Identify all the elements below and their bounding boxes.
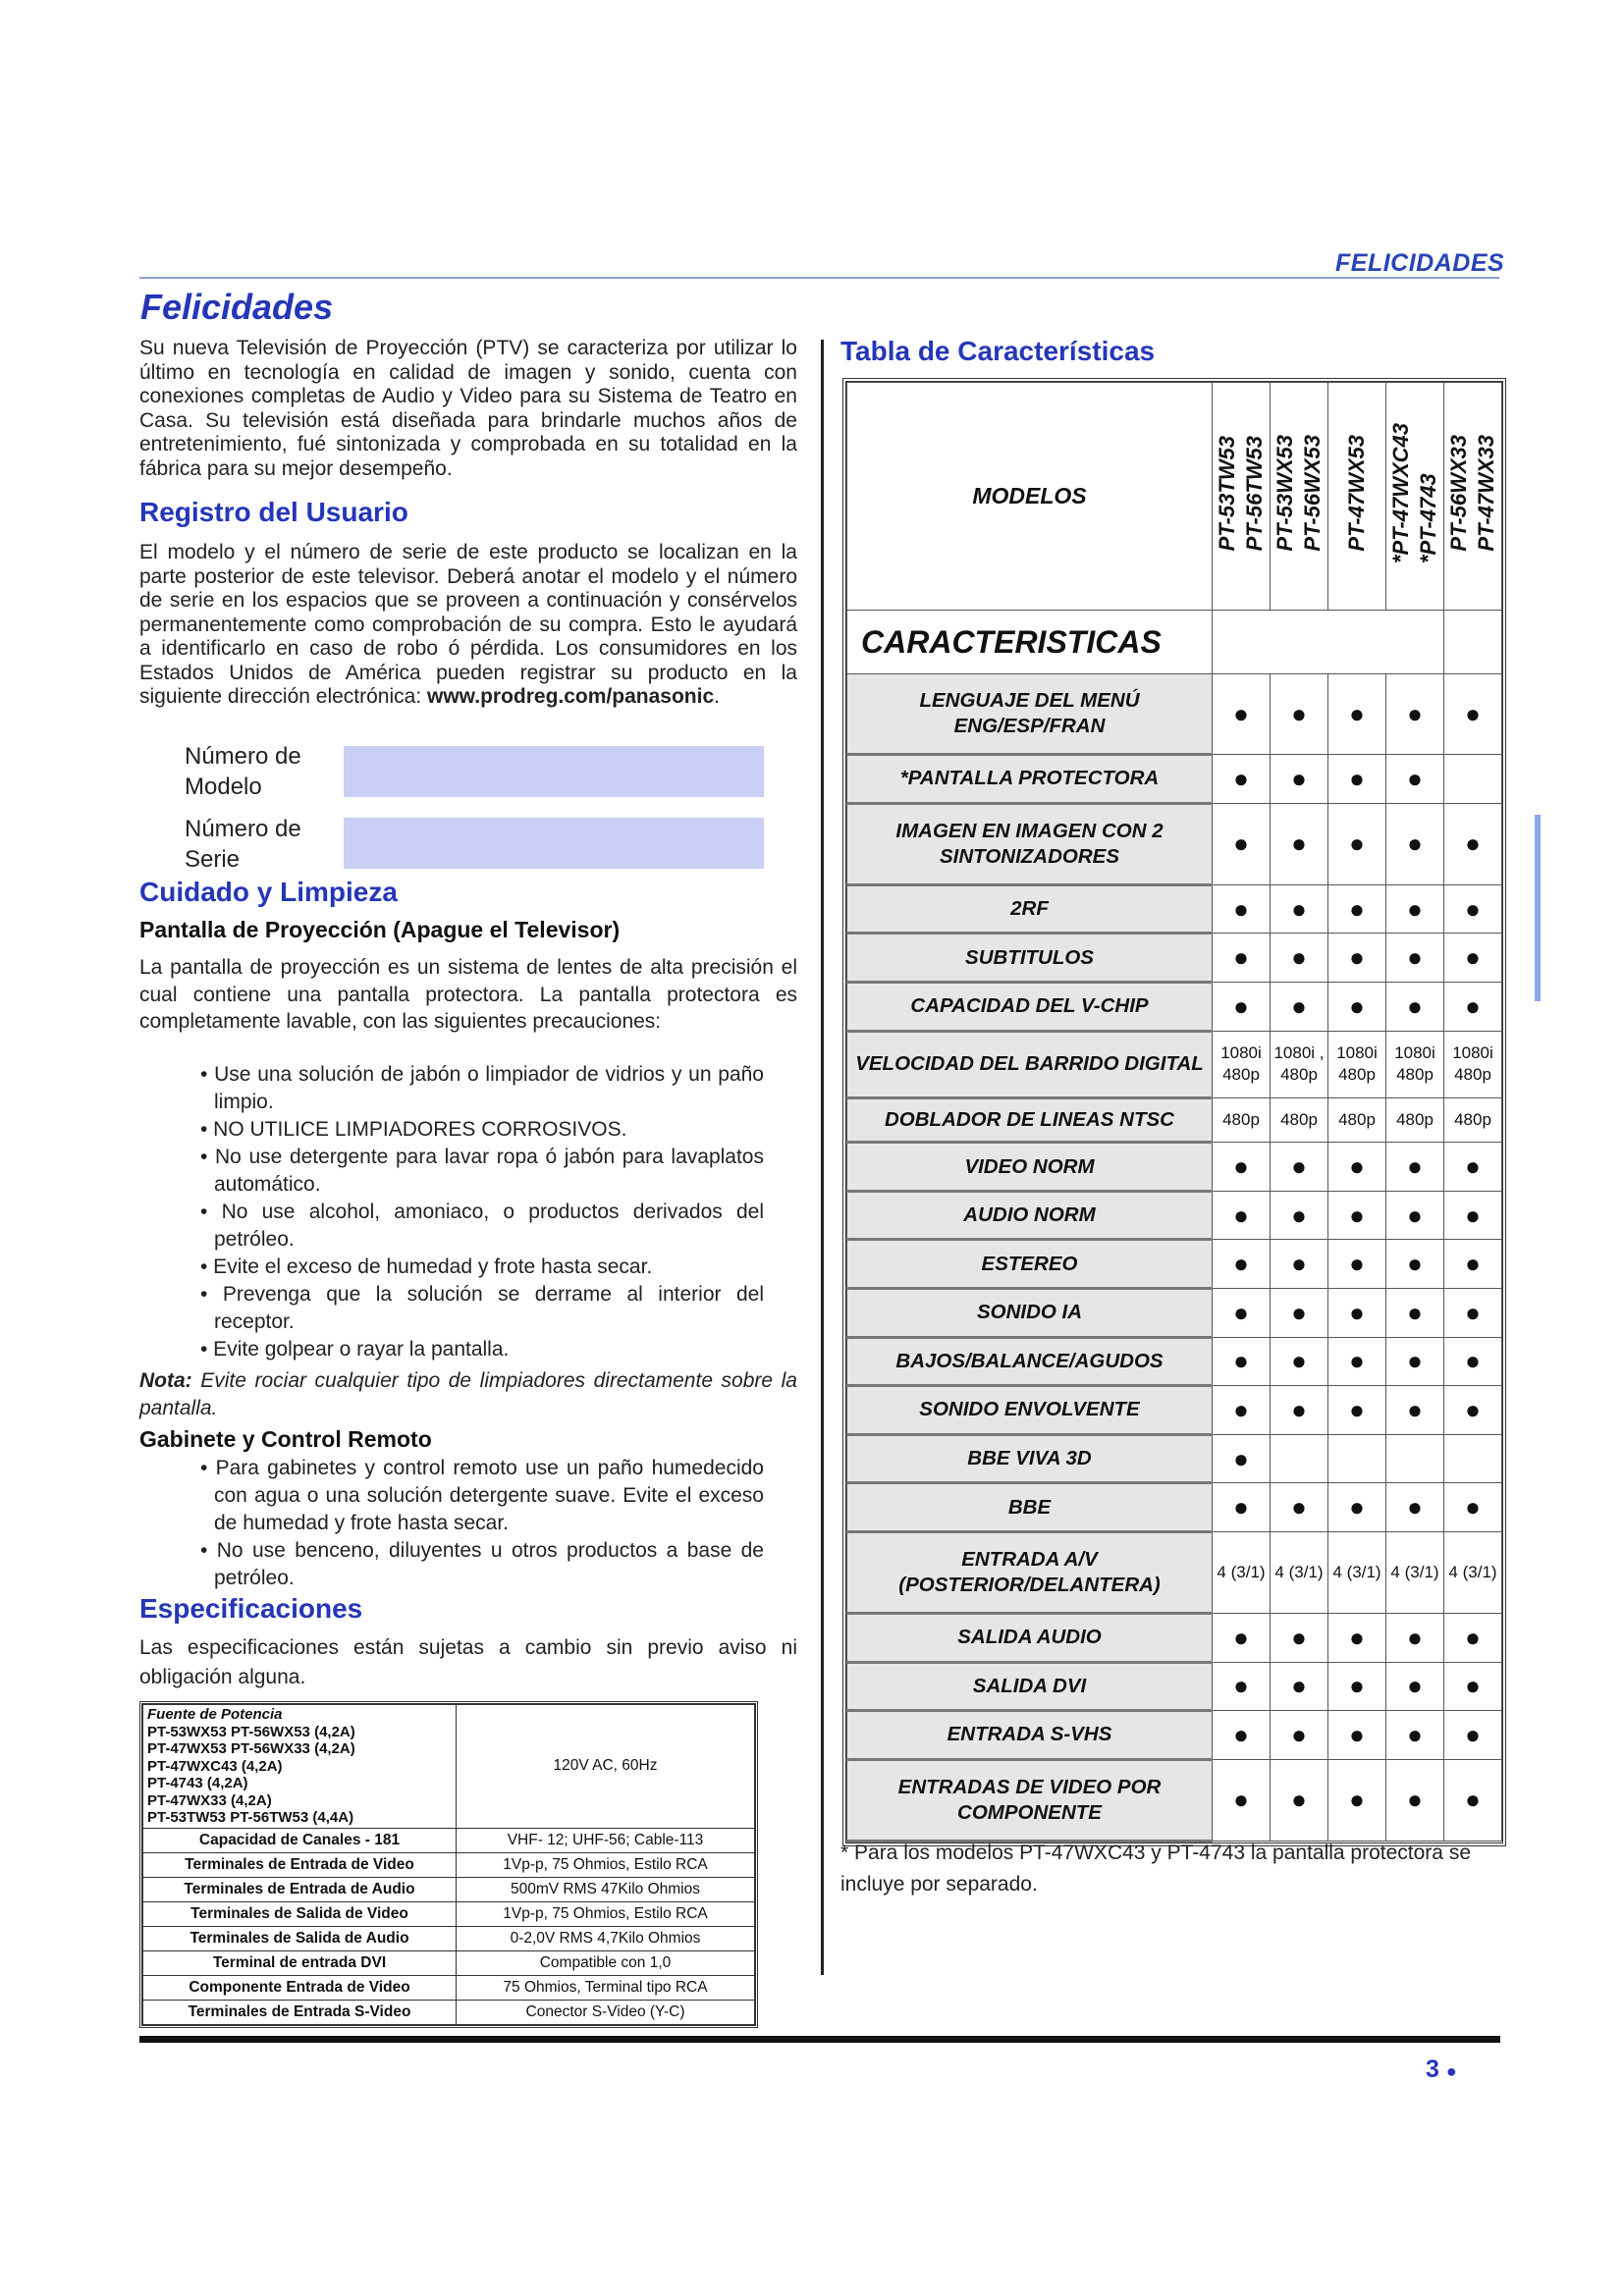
feature-row bbox=[847, 1031, 1502, 1098]
spec-label: Terminal de entrada DVI bbox=[143, 1950, 457, 1975]
caracteristicas-label: CARACTERISTICAS bbox=[847, 610, 1213, 674]
feature-value: ● bbox=[1213, 884, 1271, 934]
feature-value: 4 (3/1) bbox=[1213, 1531, 1271, 1613]
feature-value: ● bbox=[1444, 982, 1502, 1031]
feature-value: ● bbox=[1213, 934, 1271, 983]
feature-value: ● bbox=[1213, 1337, 1271, 1386]
feature-value: ● bbox=[1386, 755, 1444, 804]
feature-name: VIDEO NORM bbox=[847, 1143, 1213, 1192]
feature-value: ● bbox=[1444, 934, 1502, 983]
feature-value: ● bbox=[1386, 1386, 1444, 1435]
feature-value: ● bbox=[1444, 1759, 1502, 1841]
spec-value: 1Vp-p, 75 Ohmios, Estilo RCA bbox=[457, 1852, 755, 1877]
spec-value: Compatible con 1,0 bbox=[457, 1950, 755, 1975]
spec-label: Terminales de Entrada de Audio bbox=[143, 1877, 457, 1901]
model-column-header bbox=[1271, 383, 1328, 611]
serial-number-label: Número de Serie bbox=[185, 816, 301, 873]
feature-name: AUDIO NORM bbox=[847, 1191, 1213, 1240]
feature-name: SALIDA DVI bbox=[847, 1662, 1213, 1711]
feature-value: ● bbox=[1328, 1614, 1386, 1663]
spec-value: VHF- 12; UHF-56; Cable-113 bbox=[457, 1828, 755, 1852]
serial-number-field[interactable] bbox=[344, 818, 764, 869]
feature-value: ● bbox=[1444, 1240, 1502, 1289]
feature-value: 4 (3/1) bbox=[1386, 1531, 1444, 1613]
feature-value: 1080i , 480p bbox=[1271, 1031, 1328, 1098]
registro-heading: Registro del Usuario bbox=[139, 497, 408, 527]
feature-value: ● bbox=[1213, 803, 1271, 884]
registro-paragraph: El modelo y el número de serie de este producto se localizan en la parte posterior de este televisor. Deberá anotar el modelo y el número de serie en los espacios que se proveen a continuación y consérvelos permanentemente como comprobación de su compra. Esto le ayudará a identificarlo en caso de robo ó pérdida. Los consumidores en los Estados Unidos de América pueden registrar su producto en la siguiente dirección electrónica: www.prodreg.com/panasonic. bbox=[139, 541, 797, 708]
power-line: PT-53WX53 PT-56WX53 (4,2A) bbox=[147, 1723, 355, 1740]
feature-value: ● bbox=[1328, 934, 1386, 983]
feature-value: ● bbox=[1386, 934, 1444, 983]
feature-row bbox=[847, 1483, 1502, 1532]
feature-value: ● bbox=[1328, 1191, 1386, 1240]
feature-name: DOBLADOR DE LINEAS NTSC bbox=[847, 1098, 1213, 1143]
cuidado-paragraph: La pantalla de proyección es un sistema de lentes de alta precisión el cual contiene una pantalla protectora. La pantalla protectora es completamente lavable, con las siguientes precauciones: bbox=[139, 956, 797, 1033]
feature-value: ● bbox=[1444, 1386, 1502, 1435]
list-item: • Evite el exceso de humedad y frote hasta secar. bbox=[200, 1255, 653, 1278]
feature-row bbox=[847, 1098, 1502, 1143]
spec-row bbox=[143, 1950, 755, 1975]
feature-row bbox=[847, 934, 1502, 983]
feature-value: ● bbox=[1328, 1337, 1386, 1386]
feature-value: ● bbox=[1386, 1662, 1444, 1711]
feature-name: ENTRADAS DE VIDEO POR COMPONENTE bbox=[847, 1759, 1213, 1841]
list-item: • Use una solución de jabón o limpiador de vidrios y un paño limpio. bbox=[200, 1063, 764, 1113]
feature-value: ● bbox=[1271, 982, 1328, 1031]
feature-row bbox=[847, 1289, 1502, 1338]
feature-value: ● bbox=[1213, 1614, 1271, 1663]
feature-value bbox=[1328, 1434, 1386, 1483]
feature-value: 4 (3/1) bbox=[1444, 1531, 1502, 1613]
power-source-cell bbox=[143, 1705, 457, 1829]
feature-value: 480p bbox=[1271, 1098, 1328, 1143]
feature-value: ● bbox=[1271, 1711, 1328, 1760]
power-line: PT-4743 (4,2A) bbox=[147, 1775, 248, 1791]
feature-value: 480p bbox=[1213, 1098, 1271, 1143]
feature-value: ● bbox=[1213, 1386, 1271, 1435]
feature-value: ● bbox=[1271, 1614, 1328, 1663]
feature-name: BBE VIVA 3D bbox=[847, 1434, 1213, 1483]
gabinete-subheading: Gabinete y Control Remoto bbox=[139, 1426, 432, 1452]
spec-label: Capacidad de Canales - 181 bbox=[143, 1828, 457, 1852]
list-item: • Evite golpear o rayar la pantalla. bbox=[200, 1338, 510, 1361]
feature-value: ● bbox=[1271, 1240, 1328, 1289]
feature-value: 1080i 480p bbox=[1386, 1031, 1444, 1098]
feature-row bbox=[847, 1434, 1502, 1483]
feature-value: ● bbox=[1328, 1759, 1386, 1841]
feature-row bbox=[847, 1614, 1502, 1663]
power-value: 120V AC, 60Hz bbox=[457, 1705, 755, 1829]
models-label: MODELOS bbox=[847, 383, 1213, 611]
feature-value: ● bbox=[1213, 1289, 1271, 1338]
spec-value: Conector S-Video (Y-C) bbox=[457, 2000, 755, 2024]
list-item: • NO UTILICE LIMPIADORES CORROSIVOS. bbox=[200, 1118, 627, 1141]
model-name: PT-53TW53 PT-56TW53 bbox=[1215, 435, 1267, 552]
model-column-header bbox=[1386, 383, 1444, 611]
page-bullet: ● bbox=[1445, 2061, 1457, 2081]
feature-value: ● bbox=[1213, 1759, 1271, 1841]
feature-value: 480p bbox=[1386, 1098, 1444, 1143]
model-number-field[interactable] bbox=[344, 746, 764, 797]
feature-value: ● bbox=[1271, 755, 1328, 804]
cuidado-heading: Cuidado y Limpieza bbox=[139, 877, 398, 907]
registro-url: www.prodreg.com/panasonic bbox=[427, 685, 715, 708]
feature-value: ● bbox=[1213, 1483, 1271, 1532]
feature-name: CAPACIDAD DEL V-CHIP bbox=[847, 982, 1213, 1031]
spec-value: 75 Ohmios, Terminal tipo RCA bbox=[457, 1975, 755, 2000]
feature-value: ● bbox=[1328, 1662, 1386, 1711]
feature-row bbox=[847, 1337, 1502, 1386]
feature-value: ● bbox=[1213, 1240, 1271, 1289]
feature-value: 4 (3/1) bbox=[1271, 1531, 1328, 1613]
feature-value: ● bbox=[1328, 755, 1386, 804]
spec-value: 500mV RMS 47Kilo Ohmios bbox=[457, 1877, 755, 1901]
feature-name: IMAGEN EN IMAGEN CON 2 SINTONIZADORES bbox=[847, 803, 1213, 884]
list-item: • Para gabinetes y control remoto use un paño humedecido con agua o una solución detergente suave. Evite el exceso de humedad y frote hasta secar. bbox=[200, 1457, 764, 1534]
feature-row bbox=[847, 674, 1502, 755]
feature-row bbox=[847, 884, 1502, 934]
model-name: PT-47WX53 bbox=[1344, 435, 1369, 552]
feature-row bbox=[847, 1759, 1502, 1841]
feature-row bbox=[847, 1662, 1502, 1711]
spec-label: Terminales de Entrada de Video bbox=[143, 1852, 457, 1877]
registro-text: El modelo y el número de serie de este producto se localizan en la parte posterior de este televisor. Deberá anotar el modelo y el número de serie en los espacios que se proveen a continuación y consérvelos permanentemente como comprobación de su compra. Esto le ayudará a identificarlo en caso de robo ó pérdida. Los consumidores en los Estados Unidos de América pueden registrar su producto en la siguiente dirección electrónica: bbox=[139, 541, 797, 708]
spec-row bbox=[143, 2000, 755, 2024]
intro-paragraph: Su nueva Televisión de Proyección (PTV) se caracteriza por utilizar lo último en tecnología en calidad de imagen y sonido, cuenta con conexiones completas de Audio y Video para su Sistema de Teatro en Casa. Su televisión está diseñada para brindarle muchos años de entretenimiento, fué sintonizada y comprobada en su totalidad en la fábrica para su mejor desempeño. bbox=[139, 337, 797, 480]
feature-row bbox=[847, 755, 1502, 804]
feature-name: VELOCIDAD DEL BARRIDO DIGITAL bbox=[847, 1031, 1213, 1098]
feature-value: ● bbox=[1386, 803, 1444, 884]
spec-label: Terminales de Salida de Video bbox=[143, 1901, 457, 1926]
feature-value: ● bbox=[1271, 1143, 1328, 1192]
spec-row bbox=[143, 1901, 755, 1926]
feature-value: ● bbox=[1444, 803, 1502, 884]
feature-value: ● bbox=[1444, 1711, 1502, 1760]
feature-value: ● bbox=[1271, 1662, 1328, 1711]
feature-value: ● bbox=[1328, 884, 1386, 934]
feature-value: 480p bbox=[1328, 1098, 1386, 1143]
pantalla-subheading: Pantalla de Proyección (Apague el Televisor) bbox=[139, 917, 621, 942]
spec-value: 0-2,0V RMS 4,7Kilo Ohmios bbox=[457, 1926, 755, 1950]
spec-label: Terminales de Entrada S-Video bbox=[143, 2000, 457, 2024]
feature-value: ● bbox=[1386, 1711, 1444, 1760]
feature-value bbox=[1444, 755, 1502, 804]
feature-value: ● bbox=[1328, 1143, 1386, 1192]
feature-name: SONIDO ENVOLVENTE bbox=[847, 1386, 1213, 1435]
power-line: PT-47WXC43 (4,2A) bbox=[147, 1757, 283, 1775]
feature-value: ● bbox=[1271, 1483, 1328, 1532]
model-name: *PT-47WXC43 *PT-4743 bbox=[1388, 422, 1440, 563]
specs-table bbox=[139, 1701, 758, 2028]
note-label: Nota: bbox=[139, 1369, 192, 1392]
especificaciones-text: Las especificaciones están sujetas a cambio sin previo aviso ni obligación alguna. bbox=[139, 1636, 797, 1688]
feature-value: ● bbox=[1213, 674, 1271, 755]
feature-name: *PANTALLA PROTECTORA bbox=[847, 755, 1213, 804]
list-item: • Prevenga que la solución se derrame al interior del receptor. bbox=[200, 1283, 764, 1333]
feature-value: ● bbox=[1444, 1483, 1502, 1532]
feature-name: SONIDO IA bbox=[847, 1289, 1213, 1338]
list-item: • No use detergente para lavar ropa ó jabón para lavaplatos automático. bbox=[200, 1146, 764, 1196]
feature-row bbox=[847, 1531, 1502, 1613]
spec-row bbox=[143, 1975, 755, 2000]
feature-value: ● bbox=[1444, 884, 1502, 934]
feature-name: BAJOS/BALANCE/AGUDOS bbox=[847, 1337, 1213, 1386]
feature-value: 4 (3/1) bbox=[1328, 1531, 1386, 1613]
feature-value: ● bbox=[1386, 1240, 1444, 1289]
page-number-text: 3 bbox=[1426, 2056, 1439, 2083]
model-name: PT-53WX53 PT-56WX53 bbox=[1272, 435, 1325, 552]
feature-value: ● bbox=[1213, 755, 1271, 804]
feature-value: ● bbox=[1444, 1191, 1502, 1240]
feature-name: ESTEREO bbox=[847, 1240, 1213, 1289]
model-column-header bbox=[1328, 383, 1386, 611]
power-line: PT-47WX33 (4,2A) bbox=[147, 1791, 272, 1809]
column-divider bbox=[821, 340, 824, 1975]
note bbox=[139, 1367, 797, 1422]
spec-label: Componente Entrada de Video bbox=[143, 1975, 457, 2000]
feature-value: ● bbox=[1271, 1386, 1328, 1435]
feature-value: ● bbox=[1386, 674, 1444, 755]
feature-row bbox=[847, 1191, 1502, 1240]
feature-value: ● bbox=[1328, 1240, 1386, 1289]
feature-value: ● bbox=[1271, 934, 1328, 983]
feature-row bbox=[847, 1386, 1502, 1435]
feature-value: ● bbox=[1444, 1662, 1502, 1711]
feature-value: ● bbox=[1271, 674, 1328, 755]
feature-value: ● bbox=[1386, 884, 1444, 934]
feature-value: 1080i 480p bbox=[1444, 1031, 1502, 1098]
model-number-label: Número de Modelo bbox=[185, 743, 301, 800]
spec-row bbox=[143, 1828, 755, 1852]
feature-value: ● bbox=[1213, 1143, 1271, 1192]
especificaciones-heading: Especificaciones bbox=[139, 1593, 363, 1624]
header-rule bbox=[139, 277, 1499, 279]
feature-value: ● bbox=[1444, 674, 1502, 755]
feature-value: ● bbox=[1271, 1289, 1328, 1338]
spec-row bbox=[143, 1926, 755, 1950]
note-text: Evite rociar cualquier tipo de limpiadores directamente sobre la pantalla. bbox=[139, 1369, 797, 1419]
feature-value: ● bbox=[1328, 1386, 1386, 1435]
feature-value: ● bbox=[1444, 1614, 1502, 1663]
feature-value: ● bbox=[1271, 1337, 1328, 1386]
feature-value: ● bbox=[1328, 1289, 1386, 1338]
feature-value: ● bbox=[1271, 1191, 1328, 1240]
feature-name: LENGUAJE DEL MENÚ ENG/ESP/FRAN bbox=[847, 674, 1213, 755]
model-column-header bbox=[1213, 383, 1271, 611]
feature-name: 2RF bbox=[847, 884, 1213, 934]
feature-value: ● bbox=[1386, 1759, 1444, 1841]
feature-value: 1080i 480p bbox=[1213, 1031, 1271, 1098]
feature-value bbox=[1271, 1434, 1328, 1483]
feature-value: ● bbox=[1328, 1711, 1386, 1760]
feature-value: ● bbox=[1213, 1662, 1271, 1711]
spec-row bbox=[143, 1877, 755, 1901]
feature-value: ● bbox=[1213, 1191, 1271, 1240]
footer-rule bbox=[139, 2036, 1500, 2043]
list-item: • No use alcohol, amoniaco, o productos derivados del petróleo. bbox=[200, 1201, 764, 1251]
model-column-header bbox=[1444, 383, 1502, 611]
feature-value: ● bbox=[1386, 982, 1444, 1031]
feature-value: ● bbox=[1386, 1483, 1444, 1532]
feature-value: ● bbox=[1213, 1434, 1271, 1483]
feature-value: ● bbox=[1444, 1143, 1502, 1192]
side-tab-marker bbox=[1535, 815, 1541, 1001]
spec-row bbox=[143, 1852, 755, 1877]
feature-row bbox=[847, 982, 1502, 1031]
feature-value: ● bbox=[1386, 1191, 1444, 1240]
spec-label: Terminales de Salida de Audio bbox=[143, 1926, 457, 1950]
feature-name: ENTRADA S-VHS bbox=[847, 1711, 1213, 1760]
power-line: PT-47WX53 PT-56WX33 (4,2A) bbox=[147, 1740, 355, 1757]
feature-value: ● bbox=[1328, 803, 1386, 884]
feature-row bbox=[847, 803, 1502, 884]
feature-row bbox=[847, 1143, 1502, 1192]
feature-value: ● bbox=[1328, 674, 1386, 755]
feature-name: SUBTITULOS bbox=[847, 934, 1213, 983]
list-item: • No use benceno, diluyentes u otros productos a base de petróleo. bbox=[200, 1539, 764, 1589]
section-header: FELICIDADES bbox=[1335, 249, 1505, 277]
feature-row bbox=[847, 1711, 1502, 1760]
feature-value: ● bbox=[1386, 1614, 1444, 1663]
feature-name: BBE bbox=[847, 1483, 1213, 1532]
feature-value bbox=[1386, 1434, 1444, 1483]
feature-value: ● bbox=[1386, 1337, 1444, 1386]
feature-value: ● bbox=[1271, 803, 1328, 884]
cabinet-list bbox=[177, 1455, 764, 1592]
feature-name: ENTRADA A/V (POSTERIOR/DELANTERA) bbox=[847, 1531, 1213, 1613]
model-name: PT-56WX33 PT-47WX33 bbox=[1446, 435, 1498, 552]
feature-value bbox=[1444, 1434, 1502, 1483]
feature-value: ● bbox=[1386, 1143, 1444, 1192]
feature-name: SALIDA AUDIO bbox=[847, 1614, 1213, 1663]
spec-value: 1Vp-p, 75 Ohmios, Estilo RCA bbox=[457, 1901, 755, 1926]
feature-row bbox=[847, 1240, 1502, 1289]
feature-value: ● bbox=[1213, 1711, 1271, 1760]
feature-value: ● bbox=[1444, 1337, 1502, 1386]
feature-value: ● bbox=[1271, 1759, 1328, 1841]
page-number bbox=[1426, 2056, 1457, 2084]
feature-value: 480p bbox=[1444, 1098, 1502, 1143]
power-line: Fuente de Potencia bbox=[147, 1706, 283, 1723]
feature-value: ● bbox=[1444, 1289, 1502, 1338]
feature-value: ● bbox=[1271, 884, 1328, 934]
feature-table bbox=[842, 378, 1506, 1846]
feature-footnote: * Para los modelos PT-47WXC43 y PT-4743 la pantalla protectora se incluye por separado. bbox=[840, 1842, 1471, 1896]
feature-value: ● bbox=[1328, 982, 1386, 1031]
feature-value: ● bbox=[1386, 1289, 1444, 1338]
feature-table-heading: Tabla de Características bbox=[840, 336, 1156, 366]
page-title: Felicidades bbox=[140, 287, 334, 327]
feature-value: ● bbox=[1213, 982, 1271, 1031]
feature-value: 1080i 480p bbox=[1328, 1031, 1386, 1098]
feature-value: ● bbox=[1328, 1483, 1386, 1532]
cleaning-list bbox=[177, 1061, 764, 1363]
power-line: PT-53TW53 PT-56TW53 (4,4A) bbox=[147, 1809, 354, 1826]
